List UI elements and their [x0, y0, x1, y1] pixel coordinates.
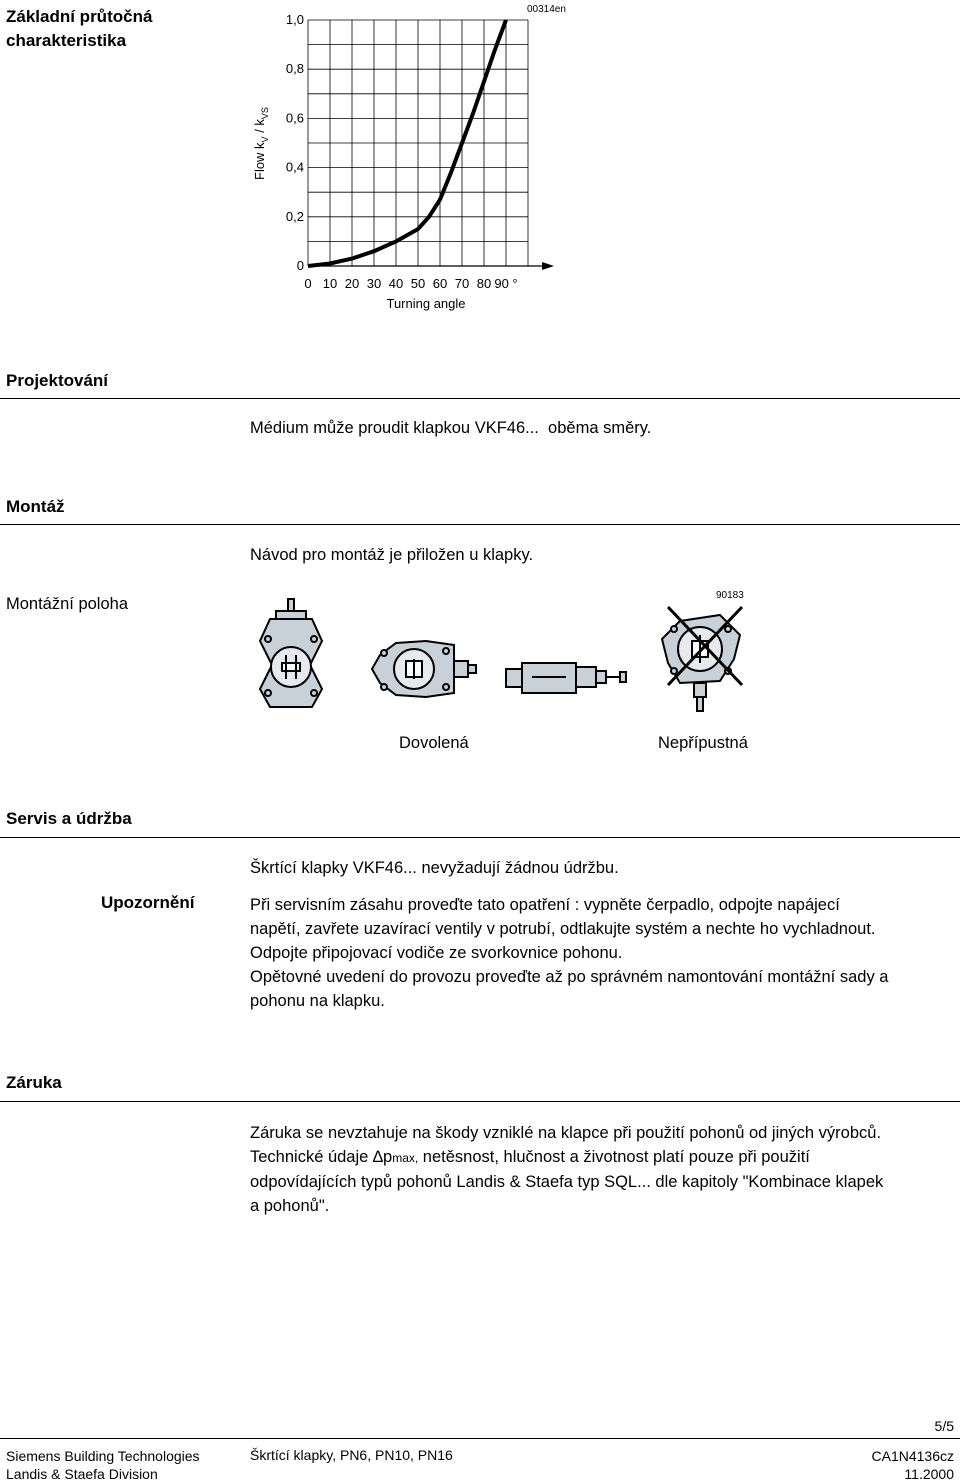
y-tick-label: 0,8 [285, 61, 304, 77]
x-tick-label: 70 [454, 276, 470, 291]
mounting-positions-illustration [250, 595, 770, 725]
x-tick-label: 60 [432, 276, 448, 291]
x-tick-label: 40 [388, 276, 404, 291]
zaruka-line: Záruka se nevztahuje na škody vzniklé na klapce při použití pohonů od jiných výrobců. [250, 1124, 882, 1142]
mounting-figure-code: 90183 [716, 590, 744, 601]
label-allowed: Dovolená [399, 734, 469, 752]
label-forbidden: Nepřípustná [658, 734, 748, 752]
x-tick-label: 80 [476, 276, 492, 291]
zaruka-line: odpovídajících typů pohonů Landis & Staefa typ SQL... dle kapitoly "Kombinace klapek [250, 1173, 884, 1191]
projektovani-text: Médium může proudit klapkou VKF46... oběma směry. [250, 419, 652, 437]
y-tick-label: 0 [296, 258, 304, 273]
chart-y-ticks [286, 12, 304, 273]
section-title-servis: Servis a údržba [6, 809, 132, 828]
page-number: 5/5 [934, 1418, 954, 1434]
valve-horizontal-stem-right-icon [372, 641, 476, 697]
warning-line: Při servisním zásahu proveďte tato opatření : vypněte čerpadlo, odpojte napájecí [250, 896, 840, 914]
section-rule [0, 398, 960, 399]
x-tick-label: 10 [322, 276, 338, 291]
warning-line: Odpojte připojovací vodiče ze svorkovnice pohonu. [250, 944, 623, 962]
x-axis-arrow [542, 262, 554, 270]
warning-text [250, 893, 888, 1013]
x-tick-label: 20 [344, 276, 360, 291]
zaruka-text [250, 1121, 883, 1218]
section-rule [0, 1101, 960, 1102]
valve-vertical-stem-up-icon [260, 599, 322, 707]
warning-line: Opětovné uvedení do provozu proveďte až po správném namontování montážní sady a [250, 968, 889, 986]
warning-line: napětí, zavřete uzavírací ventily v potrubí, odtlakujte systém a nechte ho vychladnout. [250, 920, 876, 938]
zaruka-line: a pohonů". [250, 1197, 330, 1215]
chart-y-label: Flow $k_V / k_{VS}$ [252, 107, 270, 180]
chart-x-ticks [304, 276, 517, 291]
section-title-zaruka: Záruka [6, 1073, 62, 1092]
chart-heading [6, 5, 152, 53]
y-tick-label: 0,2 [285, 208, 304, 224]
x-tick-label: 0 [304, 276, 312, 291]
montaz-text: Návod pro montáž je přiložen u klapky. [250, 546, 534, 564]
footer-doc: CA1N4136cz 11.2000 [871, 1448, 954, 1482]
footer-rule [0, 1438, 960, 1439]
y-tick-label: 1,0 [285, 12, 304, 27]
valve-inverted-forbidden-icon [662, 615, 740, 711]
chart-y-label-group [252, 107, 270, 180]
x-tick-label: 90 ° [494, 276, 518, 291]
warning-line: pohonu na klapku. [250, 992, 385, 1010]
x-tick-label: 50 [410, 276, 426, 291]
section-title-montaz: Montáž [6, 497, 65, 516]
footer-company: Siemens Building Technologies Landis & Staefa Division [6, 1448, 200, 1482]
chart-axes [308, 262, 554, 270]
section-rule [0, 524, 960, 525]
footer-product: Škrtící klapky, PN6, PN10, PN16 [250, 1447, 453, 1463]
chart-figure-code: 00314en [527, 4, 566, 15]
y-tick-label: 0,6 [285, 110, 304, 126]
servis-text: Škrtící klapky VKF46... nevyžadují žádnou údržbu. [250, 859, 619, 877]
section-title-montazni-poloha: Montážní poloha [6, 595, 129, 613]
chart-x-label: Turning angle [386, 296, 466, 311]
y-tick-label: 0,4 [285, 159, 304, 175]
flow-characteristic-chart [240, 0, 580, 320]
valve-side-view-icon [506, 663, 626, 693]
warning-label: Upozornění [101, 893, 195, 912]
section-title-projektovani: Projektování [6, 371, 109, 390]
section-rule [0, 837, 960, 838]
chart-heading-line2: charakteristika [6, 31, 127, 50]
x-tick-label: 30 [366, 276, 382, 291]
chart-heading-line1: Základní průtočná [6, 7, 153, 26]
zaruka-line: Technické údaje ∆pmax, netěsnost, hlučnost a životnost platí pouze při použití [250, 1148, 810, 1166]
